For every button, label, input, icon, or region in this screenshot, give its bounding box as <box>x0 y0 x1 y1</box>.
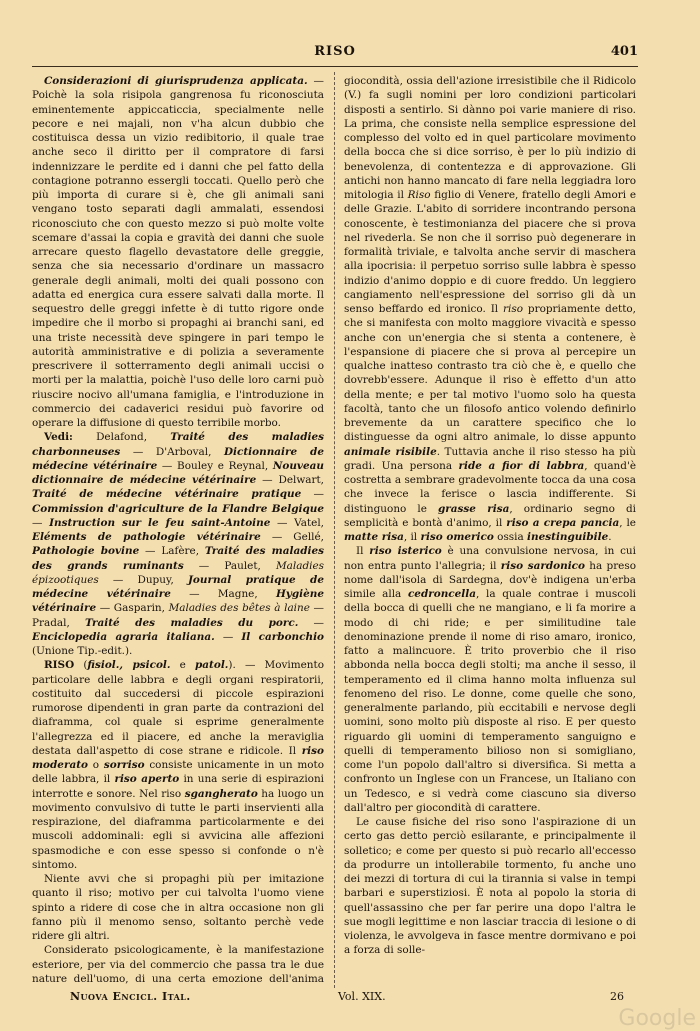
term: sorriso <box>103 759 145 771</box>
text: è una convulsione nervosa, in cui non entra punto l'allegria; il <box>344 545 636 572</box>
entry-headword: RISO <box>44 659 75 672</box>
term: matte risa <box>344 531 404 543</box>
footer-publication: Nuova Encicl. Ital. <box>70 990 191 1003</box>
term: animale risibile <box>344 445 437 458</box>
text: — <box>298 616 324 629</box>
term: riso sardonico <box>500 559 585 572</box>
term: riso isterico <box>369 545 442 558</box>
text: — <box>214 630 242 643</box>
running-title: RISO <box>314 44 356 59</box>
book-title: Maladies épizootiques <box>32 559 324 586</box>
right-column <box>344 74 636 986</box>
text: consiste unicamente in un moto delle labbra, il <box>32 759 324 786</box>
text: — Vatel, <box>270 516 324 529</box>
text: , il <box>403 531 421 543</box>
text: — Magne, <box>170 588 276 600</box>
text: — <box>301 488 324 501</box>
text: ). — Movimento particolare delle labbra e degli organi respiratorii, costituito dal succedersi di piccole espirazioni rumorose dipendenti in gran parte da contrazioni del diaframma, col quale si esprime generalmente l'allegrezza ed il piacere, ed anche la meraviglia destata dall'aspetto di cose strane e ridicole. Il <box>32 659 324 757</box>
text: — Lafère, <box>139 545 205 558</box>
text: ( <box>74 659 88 672</box>
text: figlio di Venere, fratello degli Amori e delle Grazie. L'abito di sorridere incontrando persona conoscente, è testimonianza del piacere che si prova nel rivederla. Se non che il sorriso può degenerare in formalità triviale, e talvolta anche servir di maschera alla ipocrisia: il perpetuo sorriso sulle labbra è spesso indizio d'animo doppio e di cuore freddo. Un leggiero cangiamento nell'espressione del sorriso gli dà un senso beffardo ed ironico. Il <box>344 189 636 315</box>
text: giocondità, ossia dell'azione irresistibile che il Ridicolo (V.) fa sugli nomini per loro condizioni particolari disposti a sentirlo. Si dànno poi varie maniere di riso. La prima, che consiste nella semplice espressione del complesso del volto ed in quel particolare movimento della bocca che si dice sorriso, è per lo più indizio di benevolenza, di contentezza e di approvazione. Gli antichi non hanno mancato di fare nella leggiadra loro mitologia il <box>344 75 636 201</box>
text: . Tuttavia anche il riso stesso ha più gradi. Una persona <box>344 445 636 472</box>
paragraph-psicologicamente: Considerato psicologicamente, è la manifestazione esteriore, per via del commercio che passa tra le due nature dell'uomo, di una certa emozione dell'anima <box>32 944 324 985</box>
text: e <box>170 659 195 672</box>
term: cedroncella <box>407 588 476 600</box>
term: patol. <box>194 659 229 672</box>
book-title: Enciclopedia agraria italiana. <box>32 630 215 643</box>
scan-watermark: Google <box>618 1006 696 1031</box>
book-title: Traité de médecine vétérinaire pratique <box>32 488 302 501</box>
paragraph-riso-isterico <box>344 544 636 815</box>
text: . <box>608 531 612 543</box>
text: — Paulet, <box>183 559 276 572</box>
text: , ordinario segno di semplicità e bontà d'animo, il <box>344 502 636 529</box>
text: (Unione Tip.-edit.). <box>32 645 133 657</box>
book-title: Traité des maladies charbonneuses <box>32 431 324 458</box>
term: ride a fior di labbra <box>458 459 585 472</box>
paragraph-imitazione: Niente avvi che si propaghi più per imitazione quanto il riso; motivo per cui talvolta l'uomo viene spinto a ridere di cose che in altra occasione non gli fanno più il menomo senso, soltanto perchè vede ridere gli altri. <box>32 873 324 942</box>
book-title: Commission d'agriculture de la Flandre Belgique <box>32 502 324 515</box>
term: riso aperto <box>114 773 180 786</box>
text: — <box>32 516 50 529</box>
text: — D'Arboval, <box>120 445 224 458</box>
text: — Dupuy, <box>98 573 188 586</box>
book-title: Pathologie bovine <box>32 545 140 558</box>
paragraph-riso-definition <box>32 658 324 872</box>
text: Delafond, <box>72 431 171 444</box>
vedi-lead: Vedi: <box>44 431 73 444</box>
page-header <box>32 44 638 66</box>
text: ha luogo un movimento convulsivo di tutte le parti inservienti alla respirazione, del diaframma particolarmente e dei muscoli addominali: egli si avvicina alle affezioni spasmodiche e con esse spesso si confonde o n'è sintomo. <box>32 787 324 871</box>
header-rule <box>32 66 638 67</box>
book-title: Instruction sur le feu saint-Antoine <box>49 516 271 529</box>
book-title: Dictionnaire de médecine vétérinaire <box>32 445 324 472</box>
text: , quand'è costretta a sembrare gradevolmente tocca da una cosa che invece la ferisce o lascia indifferente. Si distinguono le <box>344 459 636 515</box>
paragraph-giocondita <box>344 74 636 544</box>
book-title: Hygiène vétérinaire <box>32 588 324 615</box>
text: in una serie di espirazioni interrotte e sonore. Nel riso <box>32 773 324 800</box>
book-title: Eléments de pathologie vétérinaire <box>32 531 261 543</box>
paragraph-text: — Poichè la sola risipola gangrenosa fu riconosciuta eminentemente appiccaticcia, specialmente nelle pecore e nei majali, non v'ha alcun dubbio che costituisca dessa un vizio redibitorio, il quale trae anche seco il diritto per il compratore di farsi indennizzare le perdite ed i danni che pel fatto della contagione potranno essergli toccati. Quello però che più importa di curare si è, che gli animali sani vengano tosto separati dagli ammalati, essendosi riconosciuto che con questo mezzo si può molte volte scemare d'assai la copia e gravità dei danni che suole arrecare questo flagello devastatore delle greggie, senza che sia necessario d'ordinare un massacro generale degli animali, molti dei quali possono con adatta ed energica cura essere salvati dalla morte. Il sequestro delle greggi infette è di tutto rigore onde impedire che il morbo si propaghi ai branchi sani, ed una triste necessità deve spingere in pari tempo le autorità amministrative e di polizia a severamente prescrivere il sotterramento degli animali uccisi o morti per la malattia, poichè l'uso delle loro carni può riuscire nocivo all'umana famiglia, e l'introduzione in commercio dei cadaverici residui può favorire od operare la diffusione di questo terribile morbo. <box>32 75 324 429</box>
book-title: Journal pratique de médecine vétérinaire <box>32 573 324 600</box>
term: riso omerico <box>420 531 494 543</box>
text: — Pradal, <box>32 602 324 629</box>
footer-volume: Vol. XIX. <box>338 990 386 1003</box>
section-lead: Considerazioni di giurisprudenza applicata. <box>44 75 308 87</box>
book-title: Maladies des bêtes à laine <box>168 602 310 615</box>
left-column <box>32 74 324 986</box>
term: riso a crepa pancia <box>506 516 620 529</box>
text: Il <box>356 545 370 558</box>
book-title: Traité des maladies des grands ruminants <box>32 545 324 572</box>
text: — Gellé, <box>260 531 324 543</box>
book-title: Nouveau dictionnaire de médecine vétérinaire <box>32 459 324 486</box>
term: sgangherato <box>184 787 258 800</box>
text: ossia <box>493 531 528 543</box>
book-title: Il carbonchio <box>241 630 324 643</box>
term: Riso <box>407 189 431 201</box>
page-number: 401 <box>610 44 638 59</box>
text: — Bouley e Reynal, <box>157 459 273 472</box>
text: , le <box>619 516 636 529</box>
text: propriamente detto, che si manifesta con molto maggiore vivacità e spesso anche con un'energia che si stenta a contenere, è l'espansione di piacere che si prova al percepire un qualche inatteso contrasto tra ciò che è, e quello che dovrebb'essere. Adunque il riso è effetto d'un atto della mente; e per tal motivo l'uomo solo ha questa facoltà, tanto che un filosofo antico volendo definirlo brevemente da un carattere specifico che lo distinguesse da ogni altro animale, lo disse appunto <box>344 303 636 444</box>
term: riso moderato <box>32 744 324 771</box>
term: grasse risa <box>437 502 510 515</box>
text: , la quale contrae i muscoli della bocca di quelli che ne mangiano, e li fa morire a modo di chi ride; e per similitudine tale denominazione prende il nome di riso amaro, ironico, fatto a malincuore. È trito proverbio che il riso abbonda nella bocca degli stolti; ma anche il sesso, il temperamento ed il clima hanno molta influenza sul fenomeno del riso. Le donne, come quelle che sono, generalmente parlando, più eccitabili e nervose degli uomini, sono molto più disposte al riso. E per questo riguardo gli uomini di temperamento sanguigno e quelli di temperamento bilioso non si somigliano, come l'un popolo dall'altro si diversifica. Si metta a confronto un Inglese con un Francese, un Italiano con un Tedesco, e si vedrà come ciascuno sia diverso dall'altro per giocondità di carattere. <box>344 588 636 814</box>
text: ha preso nome dall'isola di Sardegna, dov'è indigena un'erba simile alla <box>344 559 636 600</box>
paragraph-bibliography <box>32 430 324 658</box>
text: o <box>88 759 104 771</box>
text: — Delwart, <box>256 474 324 486</box>
book-title: Traité des maladies du porc. <box>84 616 299 629</box>
term: inestinguibile <box>527 531 609 543</box>
term: fisiol., psicol. <box>87 659 171 672</box>
column-divider <box>334 72 335 988</box>
page-footer <box>32 990 638 1008</box>
footer-signature: 26 <box>610 990 624 1003</box>
term: riso <box>503 303 524 315</box>
paragraph-considerazioni <box>32 74 324 430</box>
paragraph-cause-fisiche: Le cause fisiche del riso sono l'aspirazione di un certo gas detto perciò esilarante, e principalmente il solletico; e come per questo si può recarlo all'eccesso da produrre un intollerabile tormento, fu anche uno dei mezzi di tortura di cui la tirannia si valse in tempi barbari e superstiziosi. È nota al popolo la storia di quell'assassino che per far perire una dopo l'altra le sue mogli legittime e non lasciar traccia di lesione o di violenza, le avvolgeva in fasce mentre dormivano e poi a forza di solle- <box>344 816 636 957</box>
text: — Gasparin, <box>96 602 169 615</box>
